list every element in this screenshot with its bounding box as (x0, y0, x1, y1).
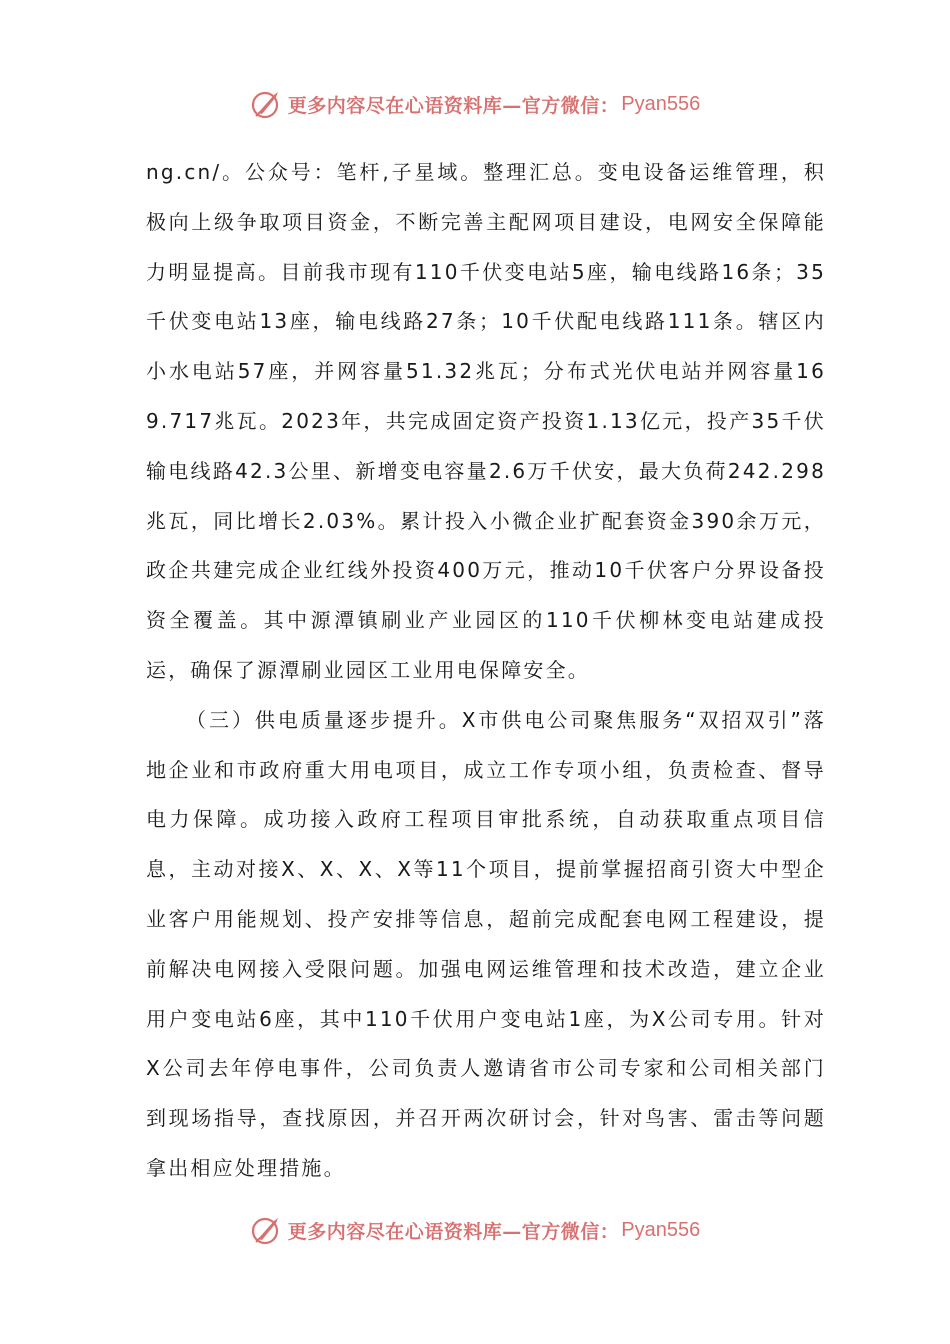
watermark-text: 更多内容尽在心语资料库—官方微信： (287, 1220, 620, 1243)
watermark-wechat-id: Pyan556 (621, 1218, 701, 1241)
body-paragraph-section-3: （三）供电质量逐步提升。X市供电公司聚焦服务“双招双引”落地企业和市政府重大用电项目，成立工作专项小组，负责检查、督导电力保障。成功接入政府工程项目审批系统，自动获取重点项目信息，主动对接X、X、X、X等11个项目，提前掌握招商引资大中型企业客户用能规划、投产安排等信息，超前完成配套电网工程建设，提前解决电网接入受限问题。加强电网运维管理和技术改造，建立企业用户变电站6座，其中110千伏用户变电站1座，为X公司专用。针对X公司去年停电事件，公司负责人邀请省市公司专家和公司相关部门到现场指导，查找原因，并召开两次研讨会，针对鸟害、雷击等问题拿出相应处理措施。 (146, 707, 826, 1180)
quill-logo-icon (250, 87, 284, 121)
header-watermark (0, 84, 950, 124)
watermark-text: 更多内容尽在心语资料库—官方微信： (287, 94, 620, 117)
body-paragraph: ng.cn/。公众号：笔杆,子星域。整理汇总。变电设备运维管理，积极向上级争取项目资金，不断完善主配网项目建设，电网安全保障能力明显提高。目前我市现有110千伏变电站5座，输电线路16条；35千伏变电站13座，输电线路27条；10千伏配电线路111条。辖区内小水电站57座，并网容量51.32兆瓦；分布式光伏电站并网容量169.717兆瓦。2023年，共完成固定资产投资1.13亿元，投产35千伏输电线路42.3公里、新增变电容量2.6万千伏安，最大负荷242.298兆瓦，同比增长2.03%。累计投入小微企业扩配套资金390余万元，政企共建完成企业红线外投资400万元，推动10千伏客户分界设备投资全覆盖。其中源潭镇刷业产业园区的110千伏柳林变电站建成投运，确保了源潭刷业园区工业用电保障安全。 (146, 160, 826, 682)
watermark-wechat-id: Pyan556 (621, 92, 701, 115)
document-body (146, 148, 826, 1194)
quill-logo-icon (250, 1213, 284, 1247)
footer-watermark (0, 1210, 950, 1250)
